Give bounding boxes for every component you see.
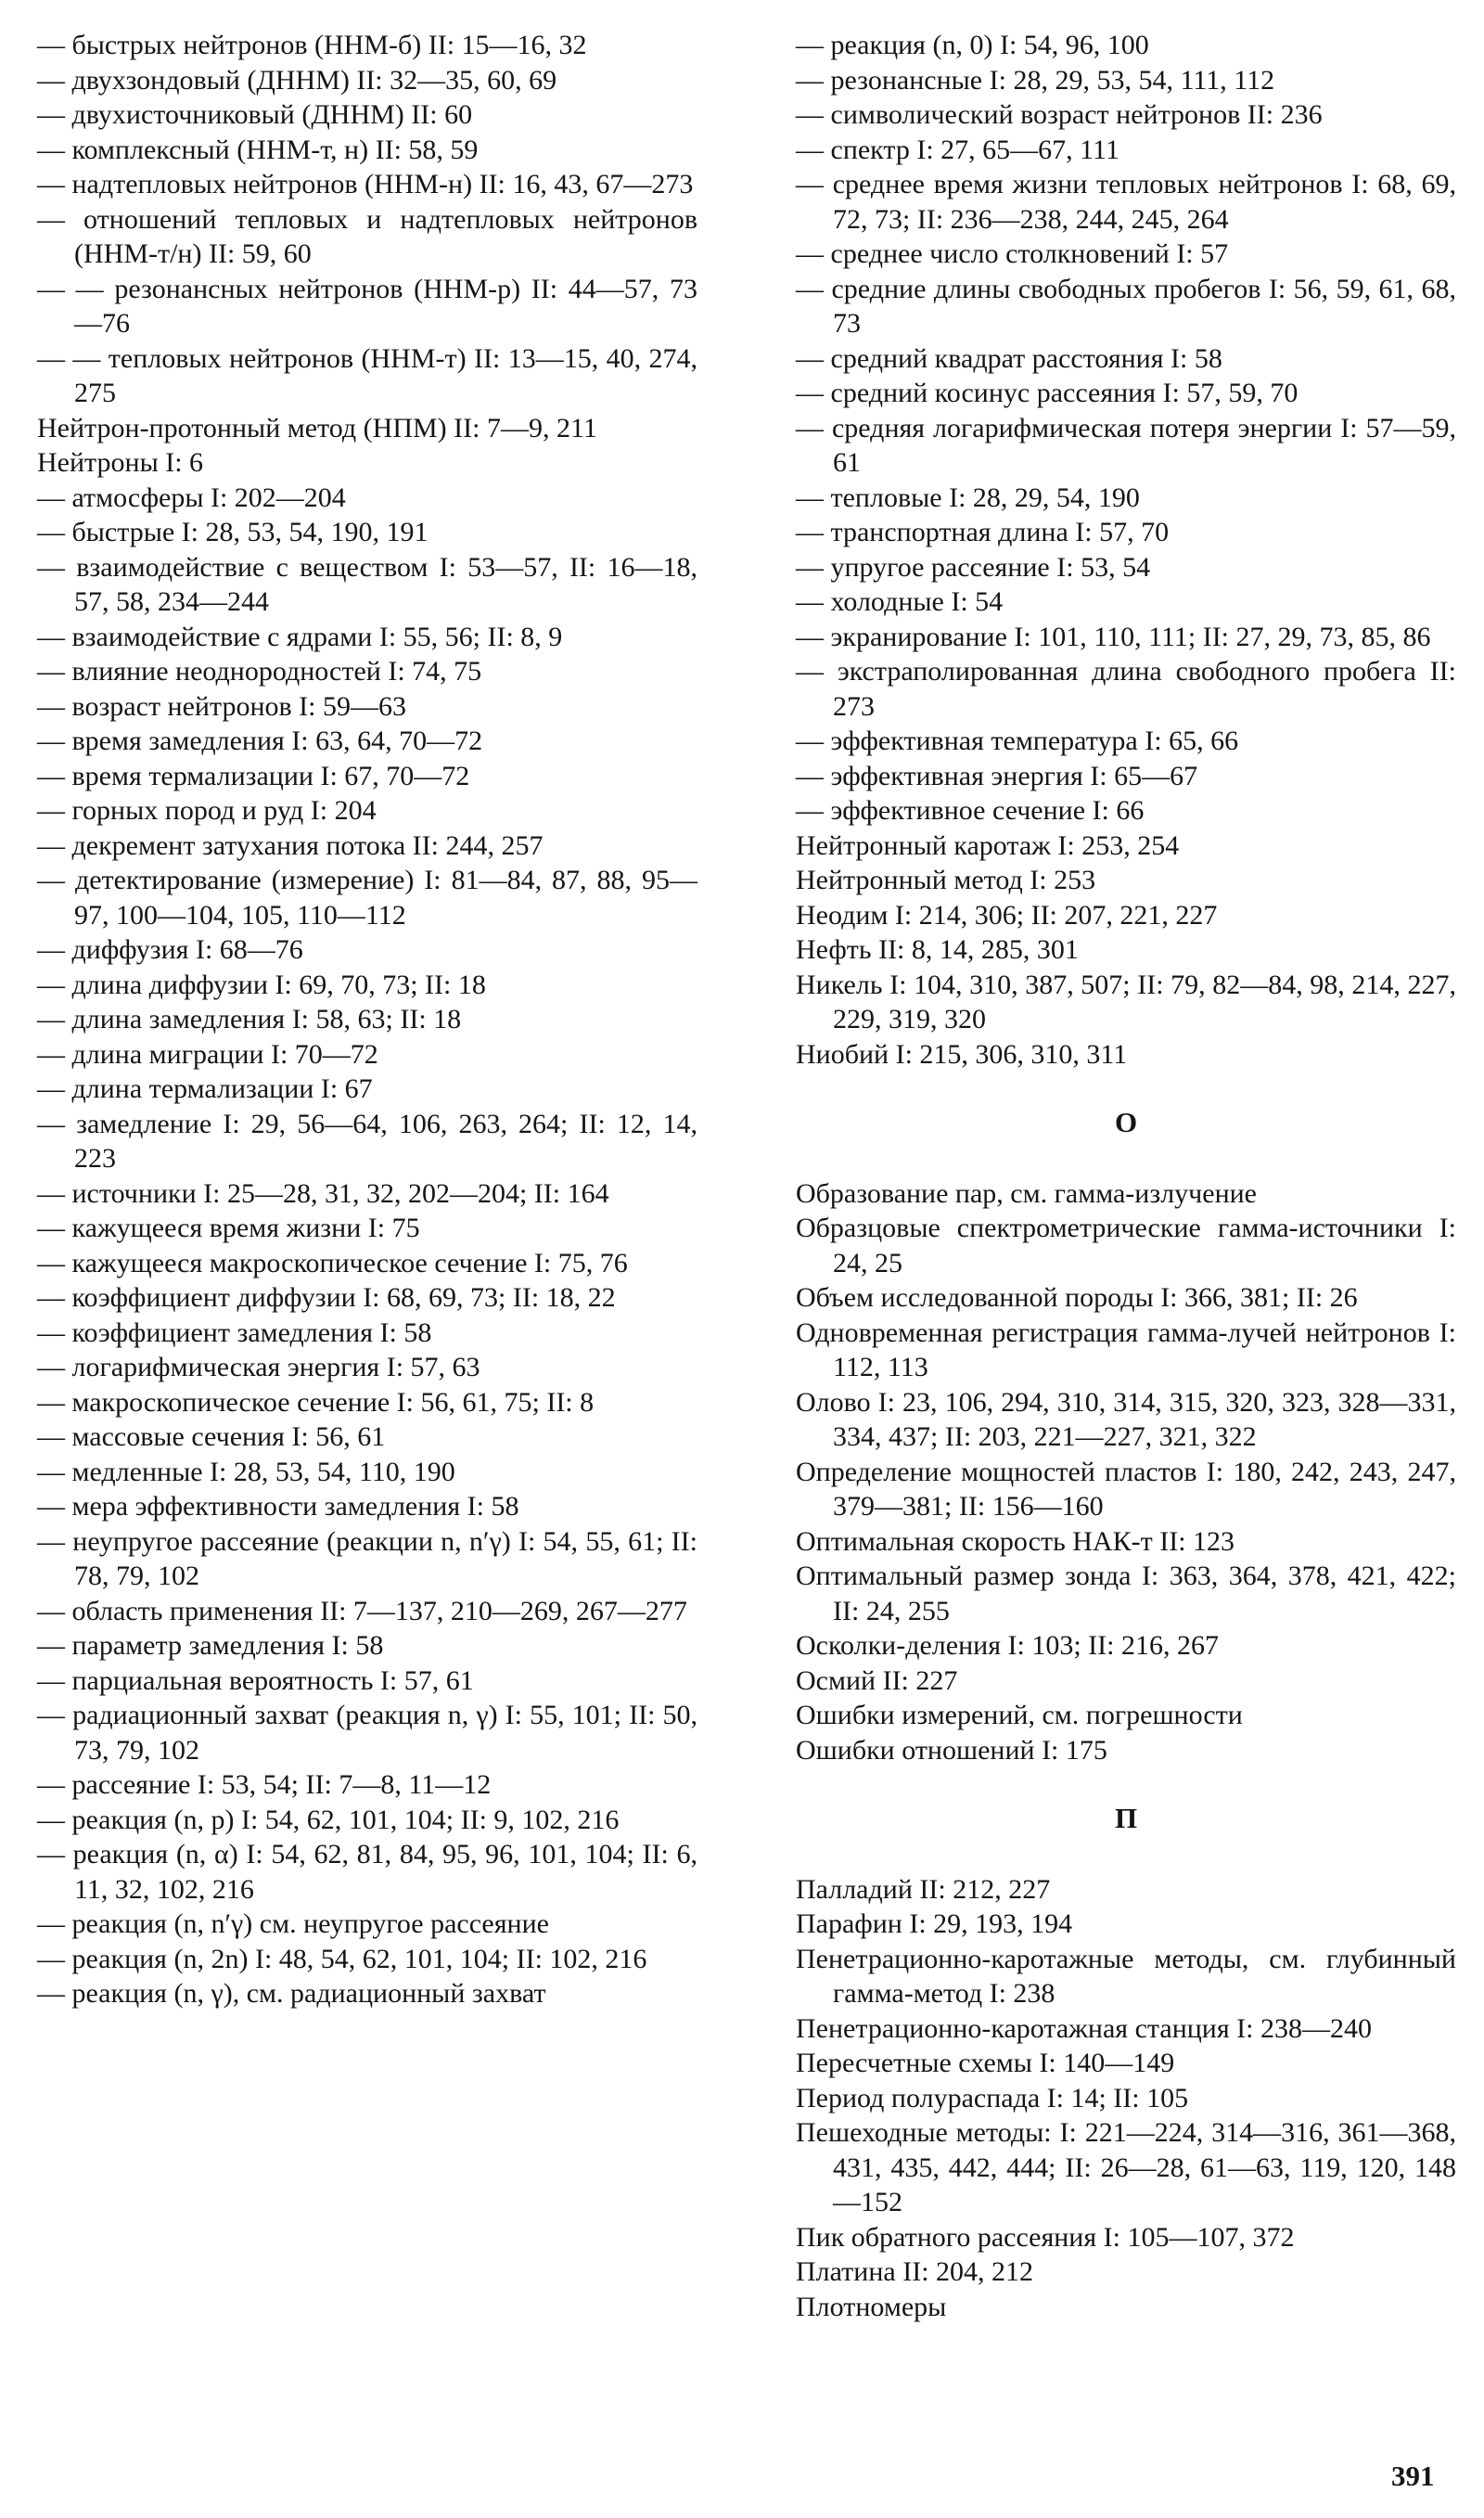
index-entry: Пешеходные методы: I: 221—224, 314—316, 361—368, 431, 435, 442, 444; II: 26—28, 61—63, 119, 120, 148—152 (796, 2117, 1456, 2217)
index-entry: — кажущееся время жизни I: 75 (37, 1213, 420, 1243)
index-entry: — упругое рассеяние I: 53, 54 (796, 551, 1151, 583)
section-heading-o: О (1114, 1106, 1138, 1138)
index-entry: — двухисточниковый (ДННМ) II: 60 (37, 99, 473, 130)
index-entry: Олово I: 23, 106, 294, 310, 314, 315, 320, 323, 328—331, 334, 437; II: 203, 221—227, 321, 322 (796, 1386, 1456, 1452)
index-entry: — спектр I: 27, 65—67, 111 (796, 134, 1119, 165)
index-entry: — тепловые I: 28, 29, 54, 190 (796, 482, 1140, 513)
index-entry: — средний косинус рассеяния I: 57, 59, 70 (796, 378, 1298, 408)
index-entry: — взаимодействие с ядрами I: 55, 56; II: 8, 9 (37, 621, 563, 652)
left-column (37, 28, 697, 2011)
index-entry: — надтепловых нейтронов (ННМ-н) II: 16, 43, 67—273 (37, 169, 694, 199)
index-entry: — декремент затухания потока II: 244, 257 (37, 829, 544, 861)
index-entry: — комплексный (ННМ-т, н) II: 58, 59 (37, 134, 479, 165)
index-entry: Нейтрон-протонный метод (НПМ) II: 7—9, 211 (37, 412, 597, 443)
index-entry: Объем исследованной породы I: 366, 381; II: 26 (796, 1282, 1358, 1313)
index-entry: — детектирование (измерение) I: 81—84, 87, 88, 95—97, 100—104, 105, 110—112 (37, 865, 697, 931)
index-entry: Плотномеры (796, 2291, 947, 2322)
index-entry: — неупругое рассеяние (реакции n, n′γ) I: 54, 55, 61; II: 78, 79, 102 (37, 1525, 697, 1591)
index-entry: Пенетрационно-каротажная станция I: 238—240 (796, 2012, 1372, 2044)
index-entry: — транспортная длина I: 57, 70 (796, 517, 1170, 547)
index-entry: — медленные I: 28, 53, 54, 110, 190 (37, 1456, 455, 1487)
index-entry: Одновременная регистрация гамма-лучей нейтронов I: 112, 113 (796, 1317, 1456, 1382)
index-entry: — длина термализации I: 67 (37, 1073, 373, 1104)
right-column (796, 28, 1456, 2324)
index-entry: — взаимодействие с веществом I: 53—57, II: 16—18, 57, 58, 234—244 (37, 551, 697, 617)
index-entry: — длина диффузии I: 69, 70, 73; II: 18 (37, 969, 486, 1000)
index-entry: — реакция (n, α) I: 54, 62, 81, 84, 95, 96, 101, 104; II: 6, 11, 32, 102, 216 (37, 1839, 697, 1905)
index-entry: — время замедления I: 63, 64, 70—72 (37, 726, 483, 756)
right-column-entries (796, 28, 1456, 1072)
section-heading-p: П (1114, 1802, 1138, 1834)
index-entry: — двухзондовый (ДННМ) II: 32—35, 60, 69 (37, 64, 557, 96)
index-entry: Нейтронный каротаж I: 253, 254 (796, 829, 1180, 861)
index-entry: Ошибки отношений I: 175 (796, 1734, 1107, 1766)
index-entry: Период полураспада I: 14; II: 105 (796, 2082, 1189, 2113)
index-entry: — область применения II: 7—137, 210—269, 267—277 (37, 1595, 687, 1626)
index-entry: — радиационный захват (реакция n, γ) I: 55, 101; II: 50, 73, 79, 102 (37, 1700, 697, 1766)
index-entry: Образцовые спектрометрические гамма-источники I: 24, 25 (796, 1213, 1456, 1278)
index-entry: Образование пар, см. гамма-излучение (796, 1177, 1257, 1209)
index-entry: — влияние неоднородностей I: 74, 75 (37, 656, 482, 687)
index-entry: — реакция (n, γ), см. радиационный захват (37, 1978, 546, 2009)
index-entry: — средняя логарифмическая потеря энергии I: 57—59, 61 (796, 412, 1456, 478)
index-entry: — реакция (n, n′γ) см. неупругое рассеяние (37, 1908, 549, 1939)
index-entry: — источники I: 25—28, 31, 32, 202—204; II: 164 (37, 1177, 609, 1209)
index-entry: Пересчетные схемы I: 140—149 (796, 2048, 1175, 2078)
index-entry: — параметр замедления I: 58 (37, 1630, 384, 1661)
index-entry: Палладий II: 212, 227 (796, 1873, 1051, 1905)
page-number: 391 (1391, 2460, 1435, 2492)
index-entry: — — тепловых нейтронов (ННМ-т) II: 13—15, 40, 274, 275 (37, 342, 697, 408)
index-entry: Определение мощностей пластов I: 180, 242, 243, 247, 379—381; II: 156—160 (796, 1456, 1456, 1522)
index-entry: — реакция (n, 0) I: 54, 96, 100 (796, 30, 1149, 60)
index-entry: — эффективная энергия I: 65—67 (796, 760, 1198, 791)
index-entry: Ниобий I: 215, 306, 310, 311 (796, 1038, 1128, 1070)
index-entry: — холодные I: 54 (796, 586, 1004, 617)
index-entry: Неодим I: 214, 306; II: 207, 221, 227 (796, 899, 1218, 931)
index-entry: Нейтроны I: 6 (37, 447, 204, 478)
index-entry: — коэффициент замедления I: 58 (37, 1317, 432, 1348)
index-entry: Ошибки измерений, см. погрешности (796, 1700, 1243, 1730)
index-entry: — резонансные I: 28, 29, 53, 54, 111, 112 (796, 64, 1275, 96)
index-entry: — средние длины свободных пробегов I: 56, 59, 61, 68, 73 (796, 273, 1456, 339)
index-entry: Пик обратного рассеяния I: 105—107, 372 (796, 2221, 1295, 2253)
index-entry: — реакция (n, 2n) I: 48, 54, 62, 101, 104; II: 102, 216 (37, 1943, 647, 1974)
index-entry: — экстраполированная длина свободного пробега II: 273 (796, 656, 1456, 722)
index-entry: — длина замедления I: 58, 63; II: 18 (37, 1004, 462, 1034)
index-entry: — диффузия I: 68—76 (37, 934, 303, 965)
index-entry: — длина миграции I: 70—72 (37, 1038, 378, 1070)
index-entry: — эффективная температура I: 65, 66 (796, 726, 1239, 756)
index-entry: Нефть II: 8, 14, 285, 301 (796, 934, 1079, 965)
index-entry: — логарифмическая энергия I: 57, 63 (37, 1352, 480, 1382)
index-entry: — символический возраст нейтронов II: 236 (796, 99, 1323, 130)
index-entry: — отношений тепловых и надтепловых нейтронов (ННМ-т/н) II: 59, 60 (37, 203, 697, 269)
index-entry: — мера эффективности замедления I: 58 (37, 1491, 519, 1522)
index-entry: — среднее время жизни тепловых нейтронов I: 68, 69, 72, 73; II: 236—238, 244, 245, 264 (796, 169, 1456, 235)
index-entry: — замедление I: 29, 56—64, 106, 263, 264; II: 12, 14, 223 (37, 1108, 697, 1174)
index-entry: — возраст нейтронов I: 59—63 (37, 690, 406, 722)
index-entry: — время термализации I: 67, 70—72 (37, 760, 470, 791)
index-entry: — массовые сечения I: 56, 61 (37, 1421, 386, 1452)
index-entry: — парциальная вероятность I: 57, 61 (37, 1664, 474, 1696)
index-entry: Никель I: 104, 310, 387, 507; II: 79, 82—84, 98, 214, 227, 229, 319, 320 (796, 969, 1456, 1034)
index-entry: Оптимальная скорость НАК-т II: 123 (796, 1525, 1235, 1557)
index-entry: Нейтронный метод I: 253 (796, 865, 1096, 895)
section-p-entries (796, 1872, 1456, 2325)
index-entry: Парафин I: 29, 193, 194 (796, 1908, 1073, 1939)
index-entry: Оптимальный размер зонда I: 363, 364, 378, 421, 422; II: 24, 255 (796, 1561, 1456, 1626)
index-entry: — быстрых нейтронов (ННМ-б) II: 15—16, 32 (37, 30, 587, 60)
index-entry: — кажущееся макроскопическое сечение I: 75, 76 (37, 1247, 628, 1278)
index-entry: Осколки-деления I: 103; II: 216, 267 (796, 1630, 1219, 1661)
index-entry: — макроскопическое сечение I: 56, 61, 75; II: 8 (37, 1386, 595, 1418)
index-entry: — эффективное сечение I: 66 (796, 795, 1145, 826)
section-o-entries (796, 1176, 1456, 1768)
index-entry: — атмосферы I: 202—204 (37, 482, 346, 513)
index-entry: Пенетрационно-каротажные методы, см. глубинный гамма-метод I: 238 (796, 1943, 1456, 2009)
index-entry: — средний квадрат расстояния I: 58 (796, 342, 1222, 374)
index-entry: — экранирование I: 101, 110, 111; II: 27, 29, 73, 85, 86 (796, 621, 1431, 652)
index-entry: — быстрые I: 28, 53, 54, 190, 191 (37, 517, 429, 547)
index-entry: — горных пород и руд I: 204 (37, 795, 377, 826)
index-entry: — среднее число столкновений I: 57 (796, 238, 1229, 269)
index-entry: Платина II: 204, 212 (796, 2256, 1034, 2287)
index-entry: — — резонансных нейтронов (ННМ-р) II: 44—57, 73—76 (37, 273, 697, 339)
index-entry: — рассеяние I: 53, 54; II: 7—8, 11—12 (37, 1769, 492, 1800)
index-entry: Осмий II: 227 (796, 1664, 958, 1696)
index-entry: — реакция (n, p) I: 54, 62, 101, 104; II: 9, 102, 216 (37, 1804, 620, 1835)
index-entry: — коэффициент диффузии I: 68, 69, 73; II: 18, 22 (37, 1282, 616, 1313)
